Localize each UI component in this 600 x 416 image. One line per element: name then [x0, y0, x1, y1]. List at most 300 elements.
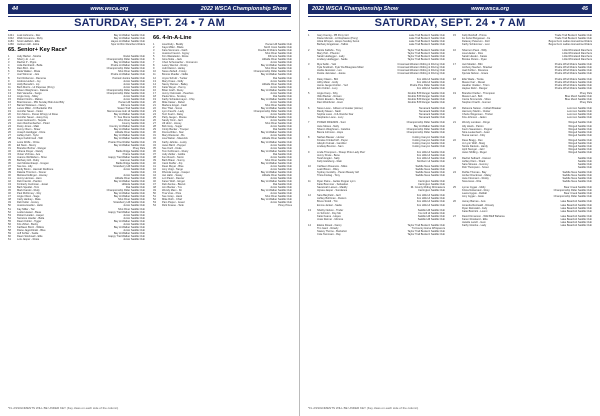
club-name: Happy Trail Walker Saddle Club — [108, 234, 145, 238]
rider-horse: Mike Kaiser - Rebel — [162, 100, 185, 104]
page-number: 44 — [12, 6, 19, 12]
rider-horse: Robert Norris - Mabes — [17, 97, 43, 101]
rider-horse: Kris Zirbel - Bucky — [17, 222, 39, 226]
rider-horse: Kim Wasieleski - Rosie — [162, 55, 189, 59]
entry-number — [453, 43, 462, 46]
rider-horse: Dean Meyer - Blue — [162, 164, 184, 168]
rider-horse: Ruthie Thomas - Bay — [462, 171, 487, 175]
rider-horse: Brandon Kleiber - Thompson — [462, 92, 496, 96]
club-name: Shut River Saddle Club — [118, 198, 145, 202]
rider-horse: Stephen Kracht - Gunner — [462, 101, 491, 105]
club-name: Championship Rider Saddle Club — [106, 58, 145, 62]
rider-horse: April Stenger - Jazz — [462, 148, 485, 152]
rider-horse: Lynne Gygax - Molly — [462, 185, 486, 189]
rider-horse: Ann Becker - Tux — [162, 186, 182, 190]
day-banner: SATURDAY, SEPT. 24 • 7 AM — [308, 16, 592, 31]
entry-number: 54 — [8, 216, 11, 220]
club-name: Junior Saddle Club — [270, 91, 292, 95]
club-name: Junior Saddle Club — [123, 79, 145, 83]
club-name: Rt. County Riding Dirtmasters — [410, 185, 445, 189]
club-name: Flat Saddle Club — [272, 152, 292, 156]
rider-horse: Cherie Wogensen - Timber — [462, 112, 493, 116]
entry-row — [453, 134, 592, 137]
entry-number: 15 — [453, 34, 456, 37]
rider-horse: Diane Jagodzinski - Blue — [17, 228, 46, 232]
rider-horse: Jessi Gutknecht - Tequila — [17, 119, 46, 123]
entry-number: 26 — [153, 119, 156, 123]
entry-number: 8 — [8, 76, 10, 80]
site-url: www.wsca.org — [90, 6, 129, 12]
club-name: Bay Hi Walker Saddle Club — [260, 189, 292, 193]
day-banner: SATURDAY, SEPT. 24 • 7 AM — [8, 16, 291, 31]
entry-number: 30 — [153, 131, 156, 135]
club-name: Junior Saddle Club — [270, 119, 292, 123]
rider-horse: Gary Koenig - PB Pony Girl — [317, 34, 349, 37]
entry-number: 20 — [153, 100, 156, 104]
rider-horse: Rob Thompson - Scout — [462, 165, 489, 169]
team-group — [308, 194, 445, 206]
rider-horse: Sandy Kind - Jazz — [162, 119, 183, 123]
club-name: Junior Saddle Club — [123, 97, 145, 101]
club-name: Little Rhineland Ranchers — [562, 57, 592, 61]
rider-horse: Cheri Schumacher - Cinnamon — [162, 61, 198, 65]
rider-horse: Brooke Peters - Dyan — [462, 57, 487, 61]
club-name: Shut River Saddle Club — [118, 119, 145, 123]
club-name: Bay Hi Walker Saddle Club — [113, 231, 145, 235]
club-name: Saddle Hill Saddle Club — [417, 208, 445, 212]
club-name: Prairie Hi Walker Saddle Club — [110, 64, 145, 68]
entry-number — [453, 166, 462, 169]
rider-horse: Barrett Wolsteen - Nancy — [17, 103, 46, 107]
club-name: Junior Saddle Club — [123, 94, 145, 98]
entry-number: 19 — [8, 110, 11, 114]
club-name: Flat Saddle Club — [125, 186, 145, 190]
entry-number: 41 — [8, 177, 11, 181]
rider-horse: Jo Schmitz - Doy Mo — [317, 211, 341, 215]
rider-horse: Judy Zeitler - Goldie — [162, 152, 186, 156]
club-name: Bay Hi Walker Saddle Club — [113, 143, 145, 147]
rider-horse: Jan Hahn - Sassy — [162, 174, 183, 178]
rider-horse: Dani Weinfurter - Hoot — [317, 101, 343, 105]
rider-horse: Cindy Becker - Trooper — [162, 128, 189, 132]
team-group — [308, 49, 445, 61]
entry-list — [153, 43, 292, 208]
entry-row — [308, 174, 445, 177]
rider-horse: Deb Keller - Honey — [17, 201, 39, 205]
club-name: Saddle Ness Saddle Club — [562, 174, 592, 178]
rider-horse: Mary Kraus - Dolly — [162, 79, 184, 83]
rider-horse: Deb Vanecke - Sargo — [17, 91, 42, 95]
club-name: Championship Rider Saddle Club — [406, 121, 445, 125]
entry-number: 10 — [308, 165, 311, 169]
rider-horse: POKER FRIENDS - Sunt — [317, 121, 346, 125]
entry-row — [453, 210, 592, 213]
rider-horse: Bruce Stoldt - Trix — [317, 200, 338, 204]
entry-number: 34 — [8, 155, 11, 159]
club-name: Battle Ridge Saddle Club — [116, 149, 145, 153]
club-name: Fox Hills HI Saddle Club — [416, 197, 445, 201]
rider-horse: Kathy Schiedermayer - Chip — [162, 97, 195, 101]
club-name: Tamarack Saddle Club — [418, 109, 445, 113]
rider-horse: Mary Pell - Pheonix — [317, 51, 340, 55]
entry-number: 61 — [8, 238, 11, 241]
club-name: Junior Saddle Club — [270, 61, 292, 65]
rider-horse: Tim Ganz - Rowdy — [317, 226, 339, 230]
club-name: Fox Hill Hi Saddle Club — [418, 211, 445, 215]
club-name: Saddle Ness Saddle Club — [415, 171, 445, 175]
rider-horse: Karen Rossland - Ellie — [462, 218, 488, 222]
rider-horse: Jackson Hill - Edna — [17, 43, 40, 47]
club-name: Bay Hi Walker Saddle Club — [113, 192, 145, 196]
club-name: Lake Bearclub Saddle Club — [560, 215, 592, 219]
rider-horse: Lindsey Heidegger - Sadie — [317, 57, 348, 61]
entry-number: 36 — [153, 149, 156, 153]
club-name: Shut River Saddle Club — [265, 122, 292, 126]
entry-number: 20 — [453, 106, 456, 110]
club-name: Saddle Ness Saddle Club — [562, 180, 592, 184]
entry-number: 34 — [153, 143, 156, 147]
entry-row — [453, 151, 592, 154]
rider-horse: Amanda Reinwald - Dinasty — [462, 203, 495, 207]
entry-number: 15 — [8, 97, 11, 101]
rider-horse: Vikki Becker - Rowen — [317, 95, 342, 99]
entry-number: 5 — [308, 92, 310, 96]
entry-number: 3 — [308, 63, 310, 67]
entry-number — [453, 87, 462, 90]
entry-number: 20 — [8, 113, 11, 117]
rider-horse: Rachel P - Pipps — [17, 61, 37, 65]
rider-horse: Steve Ziebell - Frosty — [162, 70, 187, 74]
rider-horse: Sydney Goolsby - Pecan Beauty Girl — [317, 171, 360, 175]
entry-number — [308, 160, 317, 163]
entry-number: 19 — [453, 92, 456, 96]
team-group — [308, 151, 445, 163]
club-name: Junior Saddle Club — [123, 167, 145, 171]
rider-horse: Bethany Engelman - Talbot — [317, 43, 349, 47]
club-name: Lake Bearclub Saddle Club — [560, 206, 592, 210]
club-name: Blue Mesh Saddle Club — [564, 95, 592, 99]
rider-horse: Nathan Bauser - Hunter — [317, 136, 345, 140]
club-name: Hillside River Saddle Club — [262, 82, 292, 86]
club-name: Prairie Wind Riders Saddle Club — [554, 69, 592, 73]
entry-number: 59 — [8, 231, 11, 235]
entry-number: 28 — [153, 125, 156, 129]
club-name: Double R Riders Saddle Club — [258, 49, 292, 53]
entry-number — [453, 195, 462, 198]
rider-horse: Stephanie Loew - Lucy — [317, 116, 344, 120]
entry-number — [308, 233, 317, 236]
club-name: Lake Bearclub Saddle Club — [560, 224, 592, 228]
rider-horse: Hudia Janowiec - Lex — [317, 69, 342, 73]
entry-number: 55 — [8, 219, 11, 223]
rider-horse: Janelle Lanch - Gem — [462, 221, 486, 225]
rider-horse: Bethany Hill - Ruby — [17, 158, 40, 162]
rider-horse: Kurt Roberson - Ramona — [17, 76, 46, 80]
team-group — [453, 215, 592, 227]
club-name: Trade Trail Buckerz Saddle Club — [554, 37, 592, 41]
entry-row — [308, 58, 445, 61]
rider-horse: Jennifer Sauer - Jessy Kay — [17, 116, 48, 120]
entry-number: 30 — [8, 143, 11, 147]
entry-number: 7 — [8, 73, 10, 77]
club-name: Shut River Saddle Club — [118, 70, 145, 74]
rider-horse: Lacey Wenzel - Rocky — [162, 64, 188, 68]
rider-horse: Wendy Marx - Kit — [162, 189, 182, 193]
rider-horse: Ken Rusch - Storm — [162, 155, 184, 159]
rider-horse: Dawn Stockwell - Ellie — [17, 234, 43, 238]
rider-horse: Katie Breitrick - Loomi — [462, 209, 488, 213]
club-name: Lake Trail Buckerz Saddle Club — [408, 43, 445, 47]
rider-horse: Suzanne Hoeller - Bella — [17, 216, 45, 220]
entry-number: 16 — [8, 100, 11, 104]
club-name: Saddle Ness Saddle Club — [562, 177, 592, 181]
club-name: Junior Saddle Club — [270, 192, 292, 196]
rider-horse: Erin Kohler - Lucy — [317, 86, 338, 90]
rider-horse: Sherry Jo - Lux — [17, 58, 35, 62]
entry-number: 18 — [8, 106, 11, 110]
entry-number — [308, 189, 317, 192]
entry-number: 4 — [8, 64, 10, 68]
rider-horse: Kinslee Krinkerhoff - Pepsi — [317, 139, 348, 143]
club-name: Shut River Saddle Club — [265, 158, 292, 162]
club-name: Spur Hi Rim Ranchers Riders — [110, 43, 145, 47]
entry-number: 24 — [8, 125, 11, 129]
entry-number: 18 — [153, 94, 156, 98]
club-name: Bay Hi Walker Saddle Club — [113, 61, 145, 65]
rider-horse: Gina Nolte - Jack — [162, 58, 182, 62]
entry-number: 37 — [153, 152, 156, 156]
rider-horse: Jaci Moeller - Bibi — [462, 63, 483, 67]
club-name: Bay Hi Walker Saddle Club — [113, 134, 145, 138]
entry-number: 1241 — [8, 34, 14, 37]
entry-number: 35 — [153, 146, 156, 150]
rider-horse: Kathleen Brotz - Willow — [17, 225, 44, 229]
entry-number: 9 — [308, 150, 310, 154]
rider-horse: Mary Riesterer - Bo — [162, 134, 185, 138]
rider-horse: Lance Miller - KI Buckeller 351 — [17, 106, 53, 110]
club-name: Lemmon Saddle Club — [567, 116, 592, 120]
entry-number — [453, 134, 462, 137]
rider-horse: Shannon Peek - Willy — [462, 48, 487, 52]
club-name: Flat Saddle Club — [272, 76, 292, 80]
entry-number — [453, 101, 462, 104]
club-name: Prairie Wind Riders Saddle Club — [554, 86, 592, 90]
section-heading: 65. Senior+ Key Race* — [8, 47, 67, 54]
entry-number: 6 — [308, 106, 310, 110]
section-heading: 66. 4-In-A-Line — [153, 35, 192, 41]
entry-number: 12 — [308, 194, 311, 198]
rider-horse: Jenny Hermes - Hero — [17, 177, 42, 181]
club-name: Carrington Saddle Club — [418, 188, 445, 192]
club-name: Bay Hi Walker Saddle Club — [260, 131, 292, 135]
rider-horse: Alicia Wimpel - Hoops Sunday Scout — [317, 40, 360, 44]
club-name: Lake Trail Buckerz Saddle Club — [408, 37, 445, 41]
rider-horse: Barb Speidel - Toni — [17, 186, 39, 190]
rider-horse: Randy Mauer - Nash — [317, 109, 341, 113]
rider-horse: David Kinnamon - Wild Bluff Bahama — [462, 215, 505, 219]
club-name: Winged Saddle Club — [568, 121, 592, 125]
entry-row — [308, 87, 445, 90]
rider-horse: Rhonda Lange - Casper — [162, 170, 190, 174]
club-name: Crossroad Western Riding & Driving Club — [397, 72, 445, 76]
club-name: Winged Saddle Club — [568, 148, 592, 152]
club-name: Junior Saddle Club — [123, 216, 145, 220]
club-name: Pecan Hill Saddle Club — [118, 100, 145, 104]
club-name: Fox Hills HI Saddle Club — [416, 194, 445, 198]
entry-number: 16 — [153, 88, 156, 92]
rider-horse: Jamey Barnes - Avis — [462, 200, 486, 204]
rider-horse: Jill Hintz - Honey — [162, 122, 182, 126]
entry-number: 26 — [8, 131, 11, 135]
rider-horse: Athena Dwyer - Dandy — [17, 149, 44, 153]
club-name: Strawberry Hill Saddle Club — [113, 164, 145, 168]
rider-horse: Kira Johnson - Jaden — [462, 116, 487, 120]
club-name: Prairie Wind Riders Saddle Club — [554, 83, 592, 87]
entry-number: 52 — [8, 210, 11, 214]
club-name: Taylor Trail Buckerz Saddle Club — [407, 57, 445, 61]
entry-row — [453, 195, 592, 198]
club-name: Double B B Ranger Saddle Club — [407, 95, 445, 99]
club-name: Winged Saddle Club — [568, 124, 592, 128]
rider-horse: Nora Hess - Rita — [462, 180, 482, 184]
rider-horse: Jamie Jaeger-Kohler - Yuzi — [317, 83, 349, 87]
entry-number: 21 — [153, 103, 156, 107]
club-name: Winged Saddle Club — [568, 151, 592, 155]
rider-horse: Kjersta Nelson - Grace — [462, 72, 489, 76]
entry-number: 33 — [8, 152, 11, 156]
club-name: Lemmon Saddle Club — [567, 109, 592, 113]
club-name: Championship Rider Saddle Club — [253, 70, 292, 74]
entry-number: 1 — [153, 43, 155, 46]
club-name: Lemmon Saddle Club — [567, 112, 592, 116]
entry-number: 33 — [153, 140, 156, 144]
rider-horse: Katie Bremmer - Sebastian — [317, 182, 349, 186]
rider-horse: Ryan Reinwald - Jody — [462, 206, 488, 210]
entry-number: 4 — [308, 77, 310, 81]
club-name: North Crest Saddle Club — [263, 46, 292, 50]
entry-number: 27 — [453, 215, 456, 219]
club-name: Shut River Saddle Club — [265, 52, 292, 56]
rider-horse: Dawn Kohler - Tigger — [17, 219, 42, 223]
rider-horse: Rain Bird - Zoe — [17, 67, 35, 71]
rider-horse: Jann Reichenbacher - Pistol — [17, 122, 50, 126]
entry-number — [308, 174, 317, 177]
club-name: Junior Saddle Club — [123, 82, 145, 86]
team-group — [453, 171, 592, 183]
club-name: Bay Hi Walker Saddle Club — [260, 149, 292, 153]
entry-number: 1 — [8, 55, 10, 59]
club-name: Flat Saddle Club — [272, 128, 292, 132]
club-name: Fillmore Saddle Club — [120, 103, 145, 107]
club-name: Junior Saddle Club — [123, 85, 145, 89]
footnote: *FL ASSIGNMENTS WILL BE UNDER KEY (Key class on each side of the column) — [308, 406, 419, 410]
rider-horse: Patty Jaeger - Moose — [162, 116, 187, 120]
team-group — [453, 107, 592, 119]
entry-number: 28 — [8, 137, 11, 141]
rider-horse: Dusty Jones - Maki — [17, 125, 40, 129]
club-name: Junior Saddle Club — [123, 174, 145, 178]
entry-number: 40 — [153, 161, 156, 165]
rider-horse: Jenny Olson - Shaw — [17, 128, 41, 132]
entry-number: 39 — [8, 170, 11, 174]
rider-horse: Janet Bartz - Pepper — [162, 143, 186, 147]
club-name: Junior Saddle Club — [270, 85, 292, 89]
rider-horse: Ellie Wade - Tonka — [462, 77, 484, 81]
club-name: Fox Hills HI Saddle Club — [416, 203, 445, 207]
club-name: Painted Justice Saddle Club — [112, 76, 145, 80]
club-name: Little Rhineland Ranchers — [562, 54, 592, 58]
rider-horse: Janet Shilling - Ruger — [462, 151, 487, 155]
club-name: Double B B Ranger Saddle Club — [407, 92, 445, 96]
entry-number: 25 — [8, 128, 11, 132]
club-name: Fox Hills HI Saddle Club — [416, 153, 445, 157]
entry-number: 12 — [8, 88, 11, 92]
entry-number: 13 — [8, 91, 11, 95]
entry-number: 26 — [453, 200, 456, 204]
entry-row — [453, 87, 592, 90]
club-name: Bay Hi Walker Saddle Club — [113, 225, 145, 229]
entry-number: 29 — [153, 128, 156, 132]
club-name: Bay Hi Walker Saddle Club — [260, 97, 292, 101]
club-name: Fillmore Saddle Club — [267, 55, 292, 59]
entry-number: 32 — [8, 149, 11, 153]
club-name: Bay Hi Walker Saddle Club — [413, 124, 445, 128]
entry-number — [308, 87, 317, 90]
rider-horse: Holly Benedict - Lip — [17, 82, 40, 86]
rider-horse: Katie Keane - Hayes — [317, 215, 341, 219]
entry-number: 10 — [8, 82, 11, 86]
team-group — [308, 92, 445, 104]
rider-horse: Sarah Hiesler - Kaisie — [462, 54, 488, 58]
club-name: Pecan Hill Saddle Club — [265, 43, 292, 46]
rider-horse: Jeff Kohler - Sadie — [17, 231, 39, 235]
club-name: Prairie Wind Riders Saddle Club — [554, 72, 592, 76]
rider-horse: Beth Morris - Lil Papoose (Pony) — [17, 85, 55, 89]
club-name: Country Hi Walker Saddle Club — [109, 125, 145, 129]
entry-number — [308, 204, 317, 207]
rider-horse: Jo Lynn Wolf - Marg — [462, 142, 486, 146]
entry-number: 6 — [153, 58, 155, 62]
rider-horse: Savannah Larsen - Maddy — [317, 185, 348, 189]
club-name: Winged Saddle Club — [568, 142, 592, 146]
entry-number — [453, 72, 462, 75]
rider-horse: Lindsay Brenton - Sam — [317, 145, 344, 149]
entry-number: 11 — [308, 179, 311, 183]
club-name: Hayes Hi Walker Saddle Club — [110, 40, 145, 44]
club-name: Junior Saddle Club — [270, 177, 292, 181]
club-name: Taylor Trail Buckerz Saddle Club — [407, 51, 445, 55]
club-name: Lake Trail Buckerz Saddle Club — [408, 40, 445, 44]
rider-horse: Cole Tammaro - Ray — [317, 232, 341, 236]
club-name: Taylor Trail Buckerz Saddle Club — [407, 223, 445, 227]
rider-horse: Julia Reinhardt - Bella — [17, 64, 43, 68]
club-name: Lake Bearclub Saddle Club — [560, 200, 592, 204]
entry-number: 2 — [8, 58, 10, 62]
rider-horse: Sophia Loew - CJL Rambo Star — [317, 112, 354, 116]
rider-horse: Harmony Martin - Clutter — [462, 109, 491, 113]
entry-number: 45 — [153, 177, 156, 181]
club-name: Crossroad Western Riding & Driving Club — [397, 63, 445, 67]
entry-number: 1266 — [8, 43, 14, 47]
rider-horse: Sara Strauss - Gemmy — [462, 162, 489, 166]
club-name: Bogus Kern Ladies Horseshoe Riders — [548, 43, 592, 47]
club-name: Bay Hi Walker Saddle Club — [113, 137, 145, 141]
club-name: Junior Saddle Club — [270, 125, 292, 129]
rider-horse: Delaney Peterson - Doll — [462, 40, 490, 44]
entry-row — [453, 116, 592, 119]
club-name: Saddle Ness Saddle Club — [415, 174, 445, 178]
entry-number: 3 — [153, 49, 155, 53]
